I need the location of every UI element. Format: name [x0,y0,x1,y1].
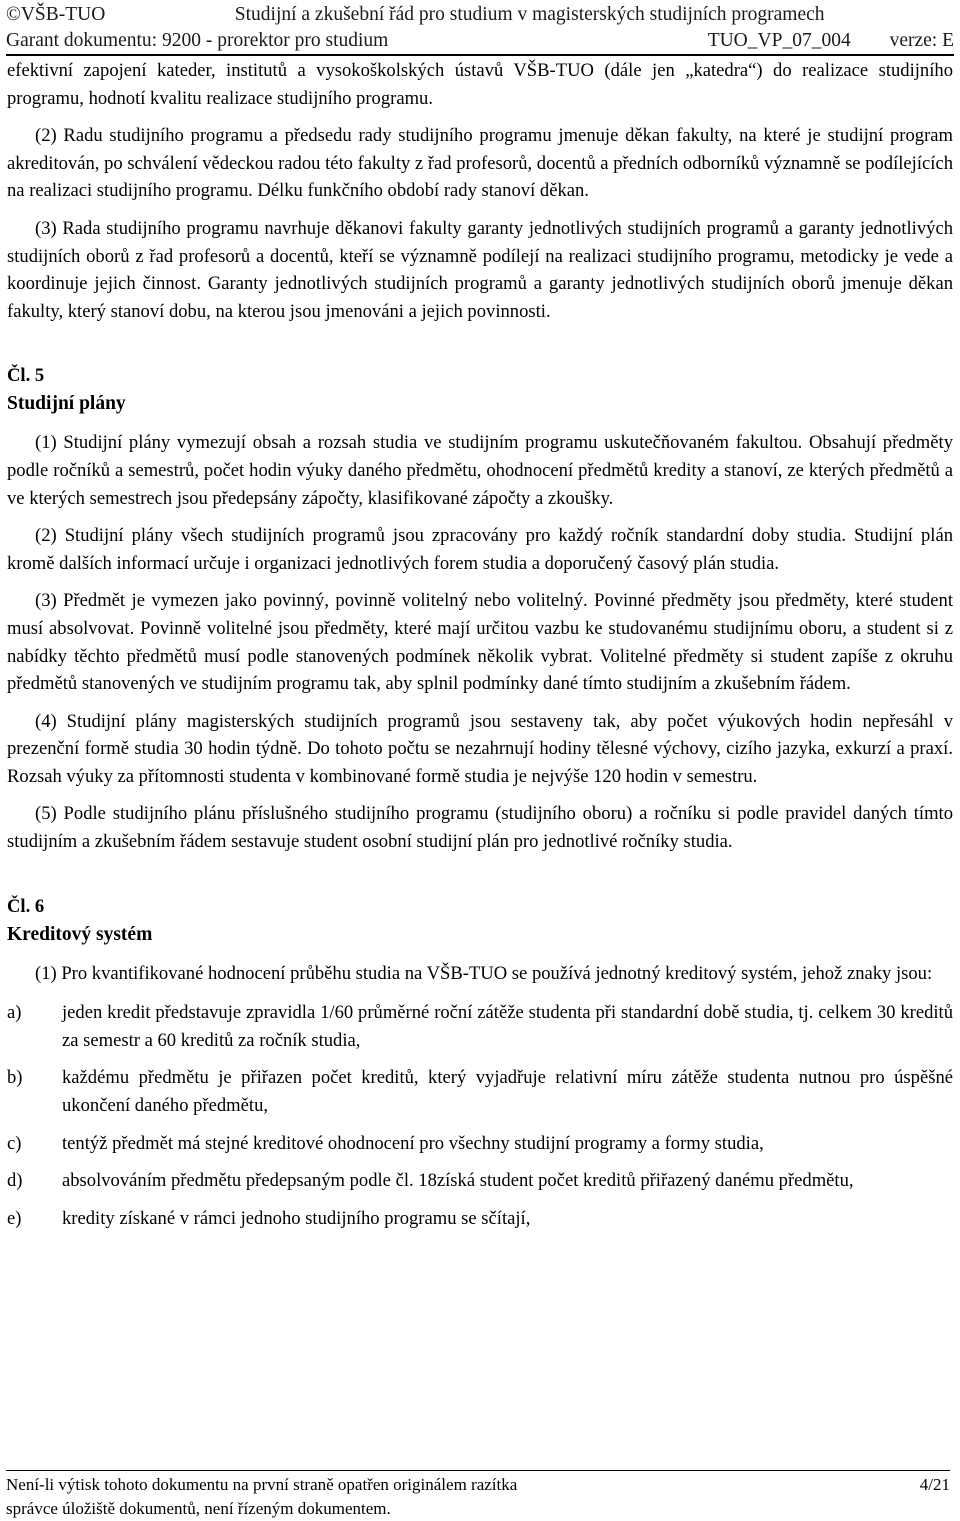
header-version: verze: E [889,30,954,51]
page-footer [6,1470,950,1521]
header-org: ©VŠB-TUO [6,4,106,25]
footer-row-2 [6,1497,950,1521]
paragraph-art6-1: (1) Pro kvantifikované hodnocení průběhu studia na VŠB-TUO se používá jednotný kreditový systém, jehož znaky jsou: [35,962,933,984]
article-5-number: Čl. 5 [7,365,45,387]
list-item [7,999,953,1054]
list-marker: e) [7,1207,22,1229]
paragraph-art5-1: (1) Studijní plány vymezují obsah a rozsah studia ve studijním programu uskutečňovaném fakultou. Obsahují předměty podle ročníků a semestrů, počet hodin výuky daného předmětu, ohodnocení předmětů kredity a stanoví, ze kterých předmětů a ve kterých semestrech jsou předepsány zápočty, klasifikované zápočty a zkoušky. [7,432,953,509]
header-doc-title: Studijní a zkušební řád pro studium v magisterských studijních programech [234,4,825,25]
article-6-number: Čl. 6 [7,895,45,917]
page-header [6,2,954,56]
document-body [7,57,953,1232]
list-text: jeden kredit představuje zpravidla 1/60 průměrné roční zátěže studenta při standardní době studia, tj. celkem 30 kreditů za semestr a 60 kreditů za ročník studia, [62,1002,953,1051]
footer-notice-line-2: správce úložiště dokumentů, není řízeným dokumentem. [6,1499,391,1518]
list-text: tentýž předmět má stejné kreditové ohodnocení pro všechny studijní programy a formy studia, [62,1132,764,1154]
paragraph-art4-2: (2) Radu studijního programu a předsedu rady studijního programu jmenuje děkan fakulty, na které je studijní program akreditován, po schválení vědeckou radou této fakulty z řad profesorů, docentů a předních odborníků významně se podílejících na realizaci studijního programu. Délku funkčního období rady stanoví děkan. [7,125,953,202]
list-text: absolvováním předmětu předepsaným podle čl. 18získá student počet kreditů přiřazený danému předmětu, [62,1170,854,1192]
paragraph-continued: efektivní zapojení kateder, institutů a vysokoškolských ústavů VŠB-TUO (dále jen „katedra“) do realizace studijního programu, hodnotí kvalitu realizace studijního programu. [7,60,953,109]
list-marker: d) [7,1170,23,1192]
footer-row-1 [6,1473,950,1497]
footer-notice-line-1: Není-li výtisk tohoto dokumentu na první straně opatřen originálem razítka [6,1475,518,1494]
list-text: každému předmětu je přiřazen počet kreditů, který vyjadřuje relativní míru zátěže studenta nutnou pro úspěšné ukončení daného předmětu, [62,1067,953,1117]
list-text: kredity získané v rámci jednoho studijního programu se sčítají, [62,1207,531,1229]
paragraph-art5-3: (3) Předmět je vymezen jako povinný, povinně volitelný nebo volitelný. Povinné předměty jsou předměty, které student musí absolvovat. Povinně volitelné jsou předměty, které mají určitou vazbu ke studovanému studijnímu oboru, a student si z nabídky těchto předmětů musí podle stanovených podmínek několik vybrat. Volitelné předměty si student zapíše z okruhu předmětů stanovených ve studijním programu tak, aby splnil podmínky dané tímto studijním a zkušebním řádem. [7,590,953,695]
list-marker: a) [7,1002,22,1024]
paragraph-art5-5: (5) Podle studijního plánu příslušného studijního programu (studijního oboru) a ročníku si podle pravidel daných tímto studijním a zkušebním řádem sestavuje student osobní studijní plán pro jednotlivé ročníky studia. [7,803,953,853]
list-marker: b) [7,1067,23,1089]
list-item [7,1167,953,1195]
header-guarantor: Garant dokumentu: 9200 - prorektor pro studium [6,30,389,51]
list-marker: c) [7,1132,22,1154]
header-doc-code: TUO_VP_07_004 [707,30,851,51]
paragraph-art5-2: (2) Studijní plány všech studijních programů jsou zpracovány pro každý ročník standardní doby studia. Studijní plán kromě dalších informací určuje i organizaci jednotlivých forem studia a doporučený časový plán studia. [7,525,953,574]
list-item [7,1064,953,1119]
paragraph-art5-4: (4) Studijní plány magisterských studijních programů jsou sestaveny tak, aby počet výukových hodin nepřesáhl v prezenční formě studia 30 hodin týdně. Do tohoto počtu se nezahrnují hodiny tělesné výchovy, cizího jazyka, exkurzí a praxí. Rozsah výuky za přítomnosti studenta v kombinované formě studia je nejvýše 120 hodin v semestru. [7,710,953,787]
list-item [7,1130,953,1158]
article-6-title: Kreditový systém [7,923,153,945]
list-item [7,1205,953,1233]
article-5-title: Studijní plány [7,393,126,415]
paragraph-art4-3: (3) Rada studijního programu navrhuje děkanovi fakulty garanty jednotlivých studijních programů a garanty jednotlivých studijních oborů z řad profesorů a docentů, kteří se významně podílejí na realizaci studijního programu, metodicky je vede a koordinuje jejich činnost. Garanty jednotlivých studijních programů a garanty jednotlivých studijních oborů jmenuje děkan fakulty, který stanoví dobu, na kterou jsou jmenováni a jejich povinnosti. [7,217,953,322]
page-number: 4/21 [919,1475,950,1494]
header-row-1 [6,2,954,28]
header-row-2 [6,28,954,54]
